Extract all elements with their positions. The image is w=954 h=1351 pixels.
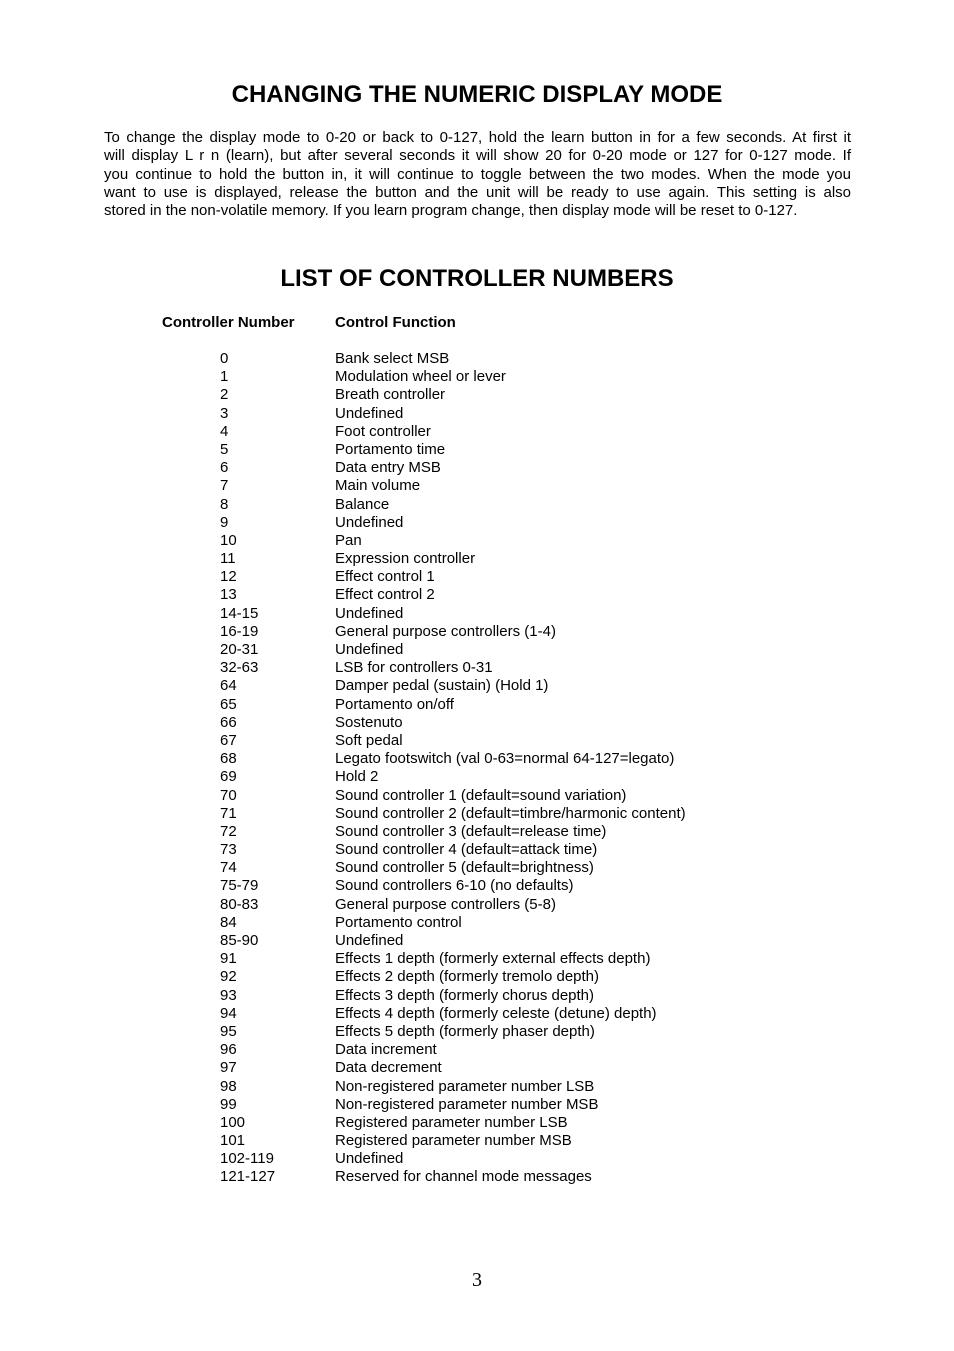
table-row [162,496,686,514]
controller-number-cell: 68 [220,750,237,768]
table-row [162,550,686,568]
header-controller-number: Controller Number [162,314,295,331]
table-row [162,1005,686,1023]
control-function-cell: Sostenuto [335,713,403,731]
table-row [162,586,686,604]
table-row [162,568,686,586]
controller-number-cell: 8 [220,495,229,513]
table-row [162,787,686,805]
header-control-function: Control Function [335,314,456,331]
controller-number-cell: 71 [220,804,237,822]
controller-number-cell: 95 [220,1022,237,1040]
controller-number-cell: 12 [220,568,237,586]
paragraph-line: want to use is displayed, release the button and the unit will be ready to use again. This setting is also [104,183,851,201]
table-row [162,605,686,623]
control-function-cell: Portamento control [335,913,462,931]
table-row [162,1114,686,1132]
control-function-cell: Sound controllers 6-10 (no defaults) [335,877,574,895]
table-row [162,532,686,550]
controller-number-cell: 99 [220,1095,237,1113]
controller-number-cell: 97 [220,1059,237,1077]
controller-number-cell: 69 [220,768,237,786]
section-title-controller-list: LIST OF CONTROLLER NUMBERS [280,265,674,292]
table-row [162,1150,686,1168]
table-row [162,714,686,732]
controller-number-cell: 84 [220,913,237,931]
controller-number-cell: 73 [220,841,237,859]
table-row [162,423,686,441]
controller-number-cell: 13 [220,586,237,604]
controller-number-cell: 72 [220,822,237,840]
controller-number-cell: 75-79 [220,877,259,895]
paragraph-line: To change the display mode to 0-20 or back to 0-127, hold the learn button in for a few seconds. At first it [104,129,851,146]
control-function-cell: Undefined [335,1150,404,1168]
controller-number-cell: 100 [220,1113,246,1131]
control-function-cell: Hold 2 [335,768,379,786]
table-row [162,659,686,677]
table-row [162,1132,686,1150]
control-function-cell: Effects 4 depth (formerly celeste (detune) depth) [335,1004,657,1022]
table-row [162,350,686,368]
control-function-cell: Main volume [335,477,421,495]
table-row [162,677,686,695]
controller-number-cell: 6 [220,459,229,477]
control-function-cell: Undefined [335,404,404,422]
controller-number-cell: 3 [220,404,229,422]
table-row [162,877,686,895]
table-row [162,859,686,877]
controller-number-cell: 20-31 [220,641,259,658]
table-row [162,968,686,986]
control-function-cell: Data entry MSB [335,459,441,477]
control-function-cell: Pan [335,531,362,549]
controller-number-cell: 74 [220,859,237,877]
control-function-cell: Bank select MSB [335,350,450,367]
table-row [162,441,686,459]
control-function-cell: Undefined [335,513,404,531]
table-row [162,750,686,768]
paragraph-line: you continue to hold the button in, it will continue to toggle between the two modes. When the mode you [104,165,851,183]
control-function-cell: Reserved for channel mode messages [335,1168,592,1186]
controller-number-cell: 0 [220,350,229,367]
controller-number-cell: 67 [220,731,237,749]
table-row [162,805,686,823]
controller-number-cell: 96 [220,1041,237,1059]
table-row [162,1059,686,1077]
control-function-cell: Expression controller [335,550,476,568]
control-function-cell: Sound controller 3 (default=release time) [335,822,607,840]
control-function-cell: Damper pedal (sustain) (Hold 1) [335,677,549,695]
control-function-cell: Sound controller 4 (default=attack time) [335,841,598,859]
controller-number-cell: 11 [220,550,236,568]
control-function-cell: Non-registered parameter number LSB [335,1077,595,1095]
controller-number-cell: 70 [220,786,237,804]
control-function-cell: Portamento time [335,440,446,458]
table-row [162,696,686,714]
table-row [162,477,686,495]
controller-number-cell: 66 [220,713,237,731]
control-function-cell: Non-registered parameter number MSB [335,1095,599,1113]
controller-number-cell: 102-119 [220,1150,274,1168]
table-row [162,514,686,532]
controller-number-cell: 32-63 [220,659,259,677]
controller-number-cell: 94 [220,1004,237,1022]
control-function-cell: Balance [335,495,390,513]
controller-number-cell: 92 [220,968,237,986]
table-row [162,950,686,968]
control-function-cell: Foot controller [335,422,431,440]
control-function-cell: General purpose controllers (5-8) [335,895,556,913]
control-function-cell: Effects 1 depth (formerly external effects depth) [335,950,651,968]
table-row [162,623,686,641]
table-row [162,405,686,423]
table-body [162,350,686,1187]
table-row [162,932,686,950]
section-title-display-mode: CHANGING THE NUMERIC DISPLAY MODE [231,81,723,108]
control-function-cell: Registered parameter number LSB [335,1113,568,1131]
control-function-cell: Sound controller 5 (default=brightness) [335,859,594,877]
table-row [162,841,686,859]
controller-number-cell: 65 [220,695,237,713]
table-row [162,459,686,477]
control-function-cell: Effect control 1 [335,568,435,586]
controller-number-cell: 14-15 [220,604,259,622]
control-function-cell: Modulation wheel or lever [335,368,506,386]
controller-number-cell: 1 [220,368,229,386]
control-function-cell: Legato footswitch (val 0-63=normal 64-127=legato) [335,750,675,768]
controller-number-cell: 80-83 [220,895,259,913]
control-function-cell: Soft pedal [335,731,403,749]
control-function-cell: Effects 2 depth (formerly tremolo depth) [335,968,600,986]
controller-number-cell: 91 [220,950,237,968]
paragraph-line: stored in the non-volatile memory. If you learn program change, then display mode will be reset to 0-127. [104,202,798,220]
table-row [162,386,686,404]
controller-number-cell: 2 [220,386,229,404]
table-row [162,823,686,841]
controller-number-cell: 98 [220,1077,237,1095]
controller-table [162,313,762,1186]
paragraph-line: will display L r n (learn), but after several seconds it will show 20 for 0-20 mode or 127 for 0-127 mode. If [104,147,851,165]
table-row [162,1096,686,1114]
control-function-cell: General purpose controllers (1-4) [335,622,556,640]
controller-number-cell: 121-127 [220,1168,276,1186]
table-row [162,1078,686,1096]
control-function-cell: Data decrement [335,1059,442,1077]
control-function-cell: Breath controller [335,386,446,404]
table-row [162,896,686,914]
table-header [162,313,762,333]
control-function-cell: Effects 3 depth (formerly chorus depth) [335,986,595,1004]
control-function-cell: Sound controller 2 (default=timbre/harmonic content) [335,804,686,822]
control-function-cell: Undefined [335,604,404,622]
control-function-cell: Effects 5 depth (formerly phaser depth) [335,1022,595,1040]
table-row [162,1041,686,1059]
controller-number-cell: 7 [220,477,229,495]
table-row [162,914,686,932]
table-row [162,641,686,659]
controller-number-cell: 9 [220,513,229,531]
display-mode-paragraph [104,129,851,220]
table-row [162,768,686,786]
controller-number-cell: 4 [220,422,229,440]
table-row [162,987,686,1005]
controller-number-cell: 5 [220,440,229,458]
table-row [162,1023,686,1041]
control-function-cell: Sound controller 1 (default=sound variation) [335,786,627,804]
controller-number-cell: 64 [220,677,237,695]
control-function-cell: Data increment [335,1041,437,1059]
control-function-cell: Effect control 2 [335,586,435,604]
table-row [162,732,686,750]
control-function-cell: LSB for controllers 0-31 [335,659,493,677]
controller-number-cell: 85-90 [220,932,259,949]
controller-number-cell: 101 [220,1132,246,1150]
table-row [162,368,686,386]
controller-number-cell: 16-19 [220,622,259,640]
control-function-cell: Undefined [335,641,404,658]
table-row [162,1168,686,1186]
control-function-cell: Registered parameter number MSB [335,1132,572,1150]
control-function-cell: Portamento on/off [335,695,454,713]
controller-number-cell: 93 [220,986,237,1004]
page-number: 3 [472,1269,482,1291]
controller-number-cell: 10 [220,531,237,549]
control-function-cell: Undefined [335,932,404,949]
